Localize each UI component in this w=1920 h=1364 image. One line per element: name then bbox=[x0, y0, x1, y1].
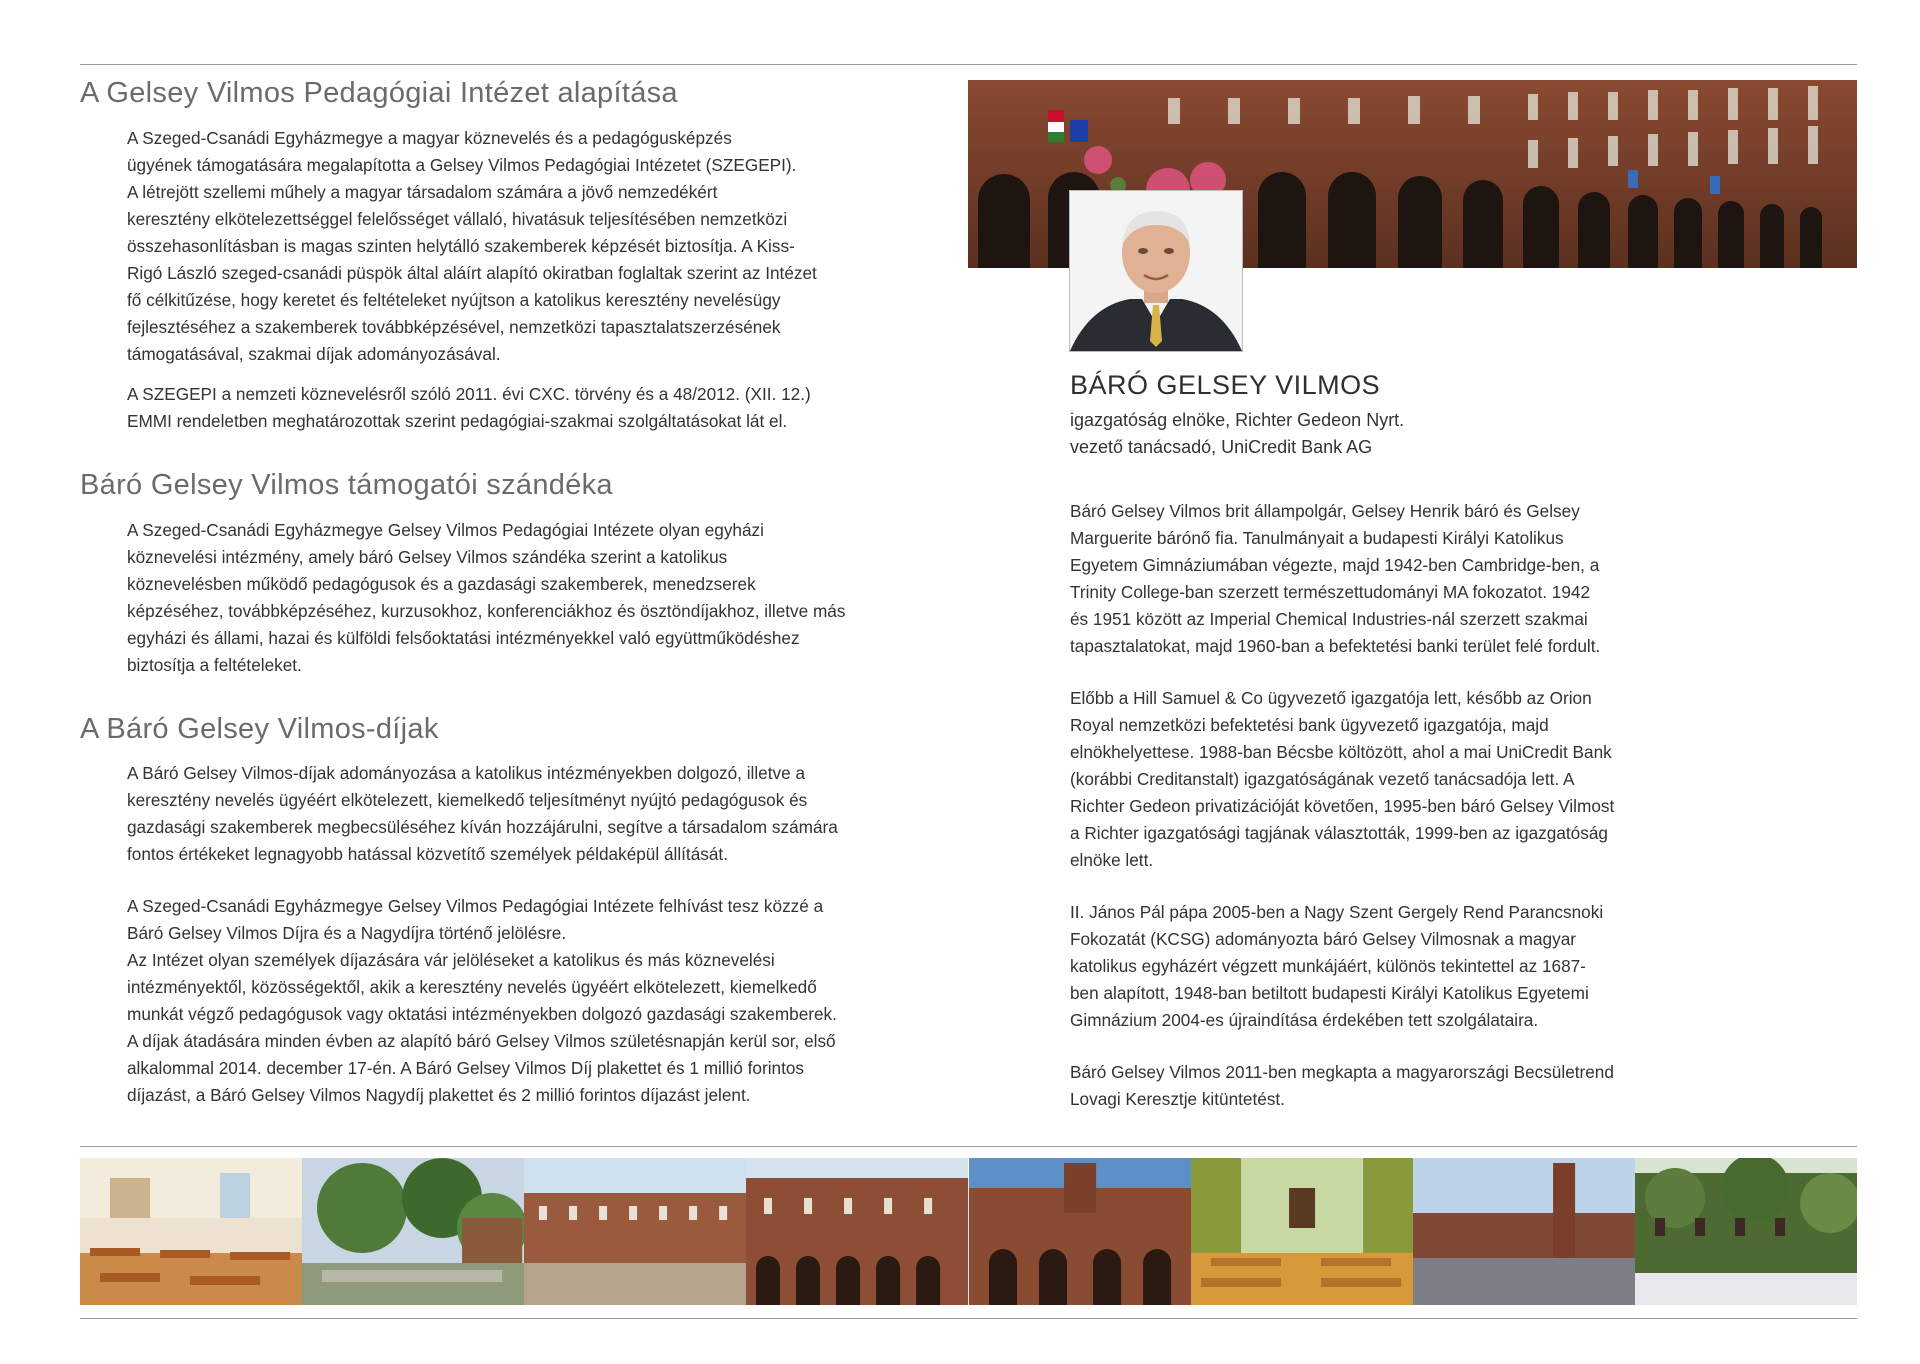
bio-paragraph-3: II. János Pál pápa 2005-ben a Nagy Szent Gergely Rend Parancsnoki Fokozatát (KCSG) adományozta báró Gelsey Vilmosnak a magyar katolikus egyházért végzett munkájáért, különös tekintettel az 1687- ben alapított, 1948-ban betiltott budapesti Királyi Katolikus Egyetemi Gimnázium 2004-es újraindítása érdekében tett szolgálataira. bbox=[1070, 902, 1604, 1030]
section-title-awards: A Báró Gelsey Vilmos-díjak bbox=[80, 712, 439, 745]
photo-strip bbox=[80, 1158, 1857, 1305]
bio-paragraph-4: Báró Gelsey Vilmos 2011-ben megkapta a magyarországi Becsületrend Lovagi Keresztje kitüntetést. bbox=[1070, 1062, 1614, 1109]
building-courtyard-photo bbox=[524, 1158, 746, 1305]
bottom-rule bbox=[80, 1318, 1857, 1319]
paragraph-founding-1: A Szeged-Csanádi Egyházmegye a magyar köznevelés és a pedagógusképzés ügyének támogatására megalapította a Gelsey Vilmos Pedagógiai Intézetet (SZEGEPI). A létrejött szellemi műhely a magyar társadalom számára a jövő nemzedékért keresztény elkötelezettséggel felelősséget vállaló, hivatásuk teljesítésében nemzetközi összehasonlításban is magas szinten helytálló szakemberek képzését biztosítja. A Kiss- Rigó László szeged-csanádi püspök által aláírt alapító okiratban foglaltak szerint az Intézet fő célkitűzése, hogy keretet és feltételeket nyújtson a katolikus keresztény nevelésügy fejlesztéséhez a szakemberek továbbképzésével, nemzetközi tapasztalatszerzésének támogatásával, szakmai díjak adományozásával. bbox=[127, 127, 817, 364]
left-column bbox=[80, 76, 910, 1122]
biography bbox=[1070, 498, 1710, 1138]
ivy-covered-building-photo bbox=[1635, 1158, 1857, 1305]
chapel-interior-photo bbox=[1191, 1158, 1413, 1305]
square-with-tower-photo bbox=[1413, 1158, 1635, 1305]
paragraph-intent-1: A Szeged-Csanádi Egyházmegye Gelsey Vilmos Pedagógiai Intézete olyan egyházi köznevelési intézmény, amely báró Gelsey Vilmos szándéka szerint a katolikus köznevelésben működő pedagógusok és a gazdasági szakemberek, menedzserek képzéséhez, továbbképzéséhez, kurzusokhoz, konferenciákhoz és ösztöndíjakhoz, illetve más egyházi és állami, hazai és külföldi felsőoktatási intézményekkel való együttműködéshez biztosítja a feltételeket. bbox=[127, 519, 846, 675]
arcade-facade-photo bbox=[746, 1158, 968, 1305]
courtyard-garden-photo bbox=[302, 1158, 524, 1305]
paragraph-awards-2: A Szeged-Csanádi Egyházmegye Gelsey Vilmos Pedagógiai Intézete felhívást tesz közzé a Báró Gelsey Vilmos Díjra és a Nagydíjra történő jelölésre. Az Intézet olyan személyek díjazására vár jelöléseket a katolikus és más köznevelési intézményektől, közösségektől, akik a keresztény nevelés ügyéért elkötelezett, kiemelkedő munkát végző pedagógusok vagy oktatási intézményekben dolgozó gazdasági szakemberek. A díjak átadására minden évben az alapító báró Gelsey Vilmos születésnapján kerül sor, első alkalommal 2014. december 17-én. A Báró Gelsey Vilmos Díj plakettet és 1 millió forintos díjazást, a Báró Gelsey Vilmos Nagydíj plakettet és 2 millió forintos díjazást jelent. bbox=[127, 896, 837, 1106]
paragraph-awards-1: A Báró Gelsey Vilmos-díjak adományozása a katolikus intézményekben dolgozó, illetve a keresztény nevelés ügyéért elkötelezett, kiemelkedő teljesítményt nyújtó pedagógusok és gazdasági szakemberek megbecsüléséhez kíván hozzájárulni, segítve a társadalom számára fontos értékeket legnagyobb hatással közvetítő személyek példaképül állítását. bbox=[127, 763, 838, 865]
middle-rule bbox=[80, 1146, 1857, 1147]
bio-paragraph-1: Báró Gelsey Vilmos brit állampolgár, Gelsey Henrik báró és Gelsey Marguerite bárónő fia. Tanulmányait a budapesti Királyi Katolikus Egyetem Gimnáziumában végezte, majd 1942-ben Cambridge-ben, a Trinity College-ban szerzett természettudományi MA fokozatot. 1942 és 1951 között az Imperial Chemical Industries-nál szerzett szakmai tapasztalatokat, majd 1960-ban a befektetési banki terület felé fordult. bbox=[1070, 501, 1601, 656]
person-role-1: igazgatóság elnöke, Richter Gedeon Nyrt. bbox=[1070, 410, 1405, 430]
section-title-intent: Báró Gelsey Vilmos támogatói szándéka bbox=[80, 468, 613, 501]
paragraph-founding-2: A SZEGEPI a nemzeti köznevelésről szóló 2011. évi CXC. törvény és a 48/2012. (XII. 12.) EMMI rendeletben meghatározottak szerint pedagógiai-szakmai szolgáltatásokat lát el. bbox=[127, 383, 811, 431]
person-role-2: vezető tanácsadó, UniCredit Bank AG bbox=[1070, 437, 1373, 457]
person-name: BÁRÓ GELSEY VILMOS bbox=[1070, 370, 1381, 400]
section-title-founding: A Gelsey Vilmos Pedagógiai Intézet alapítása bbox=[80, 77, 678, 109]
top-rule bbox=[80, 64, 1857, 65]
tower-facade-photo bbox=[969, 1158, 1191, 1305]
classroom-photo bbox=[80, 1158, 302, 1305]
bio-paragraph-2: Előbb a Hill Samuel & Co ügyvezető igazgatója lett, később az Orion Royal nemzetközi befektetési bank ügyvezető igazgatója, majd elnökhelyettese. 1988-ban Bécsbe költözött, ahol a mai UniCredit Bank (korábbi Creditanstalt) igazgatóságának vezető tanácsadója lett. A Richter Gedeon privatizációját követően, 1995-ben báró Gelsey Vilmost a Richter igazgatósági tagjának választották, 1999-ben az igazgatóság elnöke lett. bbox=[1070, 688, 1615, 870]
portrait-photo bbox=[1069, 190, 1243, 352]
